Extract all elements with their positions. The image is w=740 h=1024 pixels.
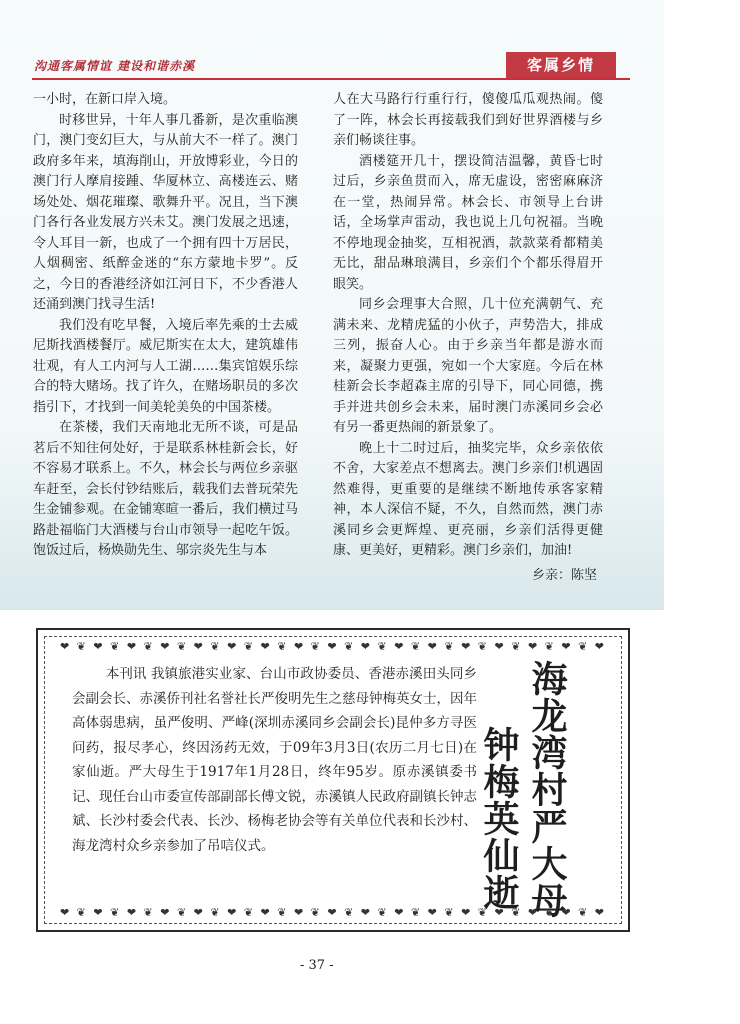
section-tag: 客属乡情 [506,52,616,78]
article-paragraph: 人在大马路行行重行行，傻傻瓜瓜观热闹。傻了一阵，林会长再接载我们到好世界酒楼与乡亲们畅谈往事。 [333,92,603,148]
obituary-body [72,662,477,858]
obituary-title-line1: 海龙湾村严大母 [526,660,567,919]
header-rule [32,78,630,80]
article-paragraph: 一小时，在新口岸入境。 [33,92,177,107]
obituary-paragraph: 本刊讯 我镇旅港实业家、台山市政协委员、香港赤溪田头同乡会副会长、赤溪侨刊社名誉社长严俊明先生之慈母钟梅英女士，因年高体弱患病，虽严俊明、严峰(深圳赤溪同乡会副会长)昆仲多方寻医问药，报尽孝心，终因汤药无效，于09年3月3日(农历二月七日)在家仙逝。严大母生于1917年1月28日，终年95岁。原赤溪镇委书记、现任台山市委宣传部副部长傅文锐，赤溪镇人民政府副镇长钟志斌、长沙村委会代表、长沙、杨梅老协会等有关单位代表和长沙村、海龙湾村众乡亲参加了吊唁仪式。 [72,666,477,854]
article-byline: 乡亲：陈坚 [531,567,597,583]
heart-border-bottom: ❤ ❦ ❤ ❦ ❤ ❦ ❤ ❦ ❤ ❦ ❤ ❦ ❤ ❦ ❤ ❦ ❤ ❦ ❤ ❦ ❤ ❦ ❤ ❦ ❤ ❦ ❤ ❦ ❤ ❦ ❤ ❦ ❤ [59,906,607,919]
page-number: - 37 - [300,958,334,973]
article-paragraph: 时移世异，十年人事几番新，是次重临澳门，澳门变幻巨大，与从前大不一样了。澳门政府多年来，填海削山，开放博彩业，今日的澳门行人摩肩接踵、华厦林立、高楼连云、赌场处处、烟花璀璨、歌舞升平。况且，当下澳门各行各业发展方兴未艾。澳门发展之迅速，令人耳目一新，也成了一个拥有四十万居民，人烟稠密、纸醉金迷的“东方蒙地卡罗”。反之，今日的香港经济如江河日下，不少香港人还涌到澳门找寻生活! [33,112,298,312]
article-paragraph: 在茶楼，我们天南地北无所不谈，可是品茗后不知往何处好，于是联系林桂新会长，好不容易才联系上。不久，林会长与两位乡亲驱车赶至，会长付钞结账后，载我们去普玩荣先生金铺参观。在金铺寒暄一番后，我们横过马路赴福临门大酒楼与台山市领导一起吃午饭。饱饭过后，杨焕勋先生、邬宗炎先生与本 [33,420,298,558]
article-paragraph: 酒楼筵开几十，摆设简洁温馨，黄昏七时过后，乡亲鱼贯而入，席无虚设，密密麻麻济在一堂，热闹异常。林会长、市领导上台讲话，全场掌声雷动，我也说上几句祝福。当晚不停地现金抽奖，互相祝酒，款款菜肴都精美无比，甜品琳琅满目，乡亲们个个都乐得眉开眼笑。 [333,153,603,292]
page-margin [664,0,740,1024]
article-paragraph: 我们没有吃早餐，入境后率先乘的士去威尼斯找酒楼餐厅。威尼斯实在太大，建筑雄伟壮观，有人工内河与人工湖……集宾馆娱乐综合的特大赌场。找了许久，在赌场职员的多次指引下，才找到一间美轮美奂的中国茶楼。 [33,317,298,415]
article-paragraph: 晚上十二时过后，抽奖完毕，众乡亲依依不舍，大家差点不想离去。澳门乡亲们!机遇固然难得，更重要的是继续不断地传承客家精神，本人深信不疑，不久，自然而然，澳门赤溪同乡会更辉煌、更亮丽，乡亲们活得更健康、更美好，更精彩。澳门乡亲们，加油! [333,440,603,558]
heart-border-top: ❤ ❦ ❤ ❦ ❤ ❦ ❤ ❦ ❤ ❦ ❤ ❦ ❤ ❦ ❤ ❦ ❤ ❦ ❤ ❦ ❤ ❦ ❤ ❦ ❤ ❦ ❤ ❦ ❤ ❦ ❤ ❦ ❤ [59,640,607,653]
article-left-column [33,90,298,562]
obituary-title-line2: 钟梅英仙逝 [478,726,519,911]
article-right-column [333,90,603,586]
obituary-notice [36,628,630,932]
header-slogan: 沟通客属情谊 建设和谐赤溪 [34,59,196,73]
article-paragraph: 同乡会理事大合照，几十位充满朝气、充满未来、龙精虎猛的小伙子，声势浩大，排成三列，振奋人心。由于乡亲当年都是游水而来，凝聚力更强，宛如一个大家庭。今后在林桂新会长李超森主席的引导下，同心同德，携手并进共创乡会未来，届时澳门赤溪同乡会必有另一番更热闹的新景象了。 [333,297,603,435]
